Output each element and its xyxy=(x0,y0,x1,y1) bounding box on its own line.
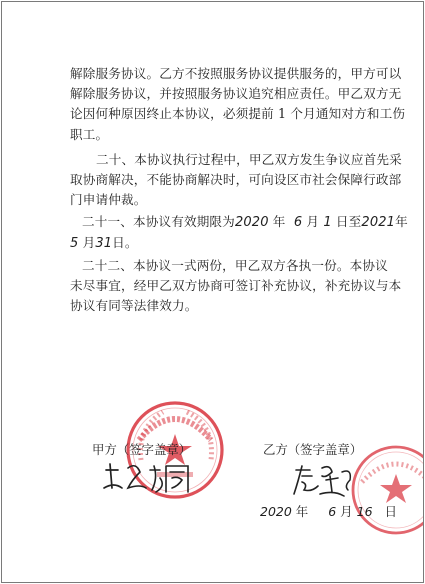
sign-date-year-char: 年 xyxy=(295,504,309,519)
party-b-signature-icon xyxy=(290,462,360,500)
text-line: 二十二、本协议一式两份，甲乙双方各执一份。本协议 xyxy=(82,258,388,273)
text-line: 门申请仲裁。 xyxy=(70,192,147,208)
handwritten-end-year: 2021 xyxy=(361,215,396,230)
validity-line-2 xyxy=(70,233,408,254)
year-char: 年 xyxy=(272,214,286,229)
sign-date-year: 2020 xyxy=(260,504,292,519)
handwritten-end-day: 31 xyxy=(95,236,113,252)
year-char: 年 xyxy=(395,214,408,229)
text-line: 解除服务协议。乙方不按照服务协议提供服务的，甲方可以 xyxy=(70,66,402,81)
sign-date-month: 6 xyxy=(328,504,337,519)
text-line: 取协商解决，不能协商解决时，可向设区市社会保障行政部 xyxy=(70,172,402,188)
validity-line-1 xyxy=(70,212,408,233)
text-line: 论因何种原因终止本协议，必须提前 1 个月通知对方和工伤 xyxy=(70,106,406,122)
month-char: 月 xyxy=(82,235,96,251)
clause-22-paragraph xyxy=(70,256,401,317)
day-suffix: 日。 xyxy=(112,235,138,251)
handwritten-start-year: 2020 xyxy=(234,215,269,230)
clause-21-paragraph xyxy=(70,212,408,254)
sign-date-day: 16 xyxy=(356,504,373,519)
party-b-label: 乙方（签字盖章） xyxy=(263,442,363,457)
handwritten-end-month: 5 xyxy=(70,236,79,252)
text-line: 协议有同等法律效力。 xyxy=(70,298,198,314)
sign-date-month-char: 月 xyxy=(340,504,353,519)
to-text: 日至 xyxy=(335,214,362,229)
sign-date-day-char: 日 xyxy=(384,504,398,519)
sign-date xyxy=(260,502,397,520)
clause-20-paragraph xyxy=(70,150,402,211)
month-char: 月 xyxy=(306,214,320,229)
document-page xyxy=(1,1,424,583)
clause-termination-paragraph xyxy=(70,64,405,145)
party-a-label: 甲方（签字盖章） xyxy=(92,442,192,457)
party-a-signature-icon xyxy=(100,458,196,498)
validity-prefix: 二十一、本协议有效期限为 xyxy=(82,214,235,229)
handwritten-start-day: 1 xyxy=(323,215,332,230)
text-line: 职工。 xyxy=(70,126,109,142)
text-line: 二十、本协议执行过程中，甲乙双方发生争议应首先采 xyxy=(96,152,402,167)
handwritten-start-month: 6 xyxy=(293,215,303,230)
text-line: 解除服务协议，并按照服务协议追究相应责任。甲乙双方无 xyxy=(70,86,402,102)
text-line: 未尽事宜，经甲乙双方协商可签订补充协议，补充协议与本 xyxy=(70,278,402,294)
